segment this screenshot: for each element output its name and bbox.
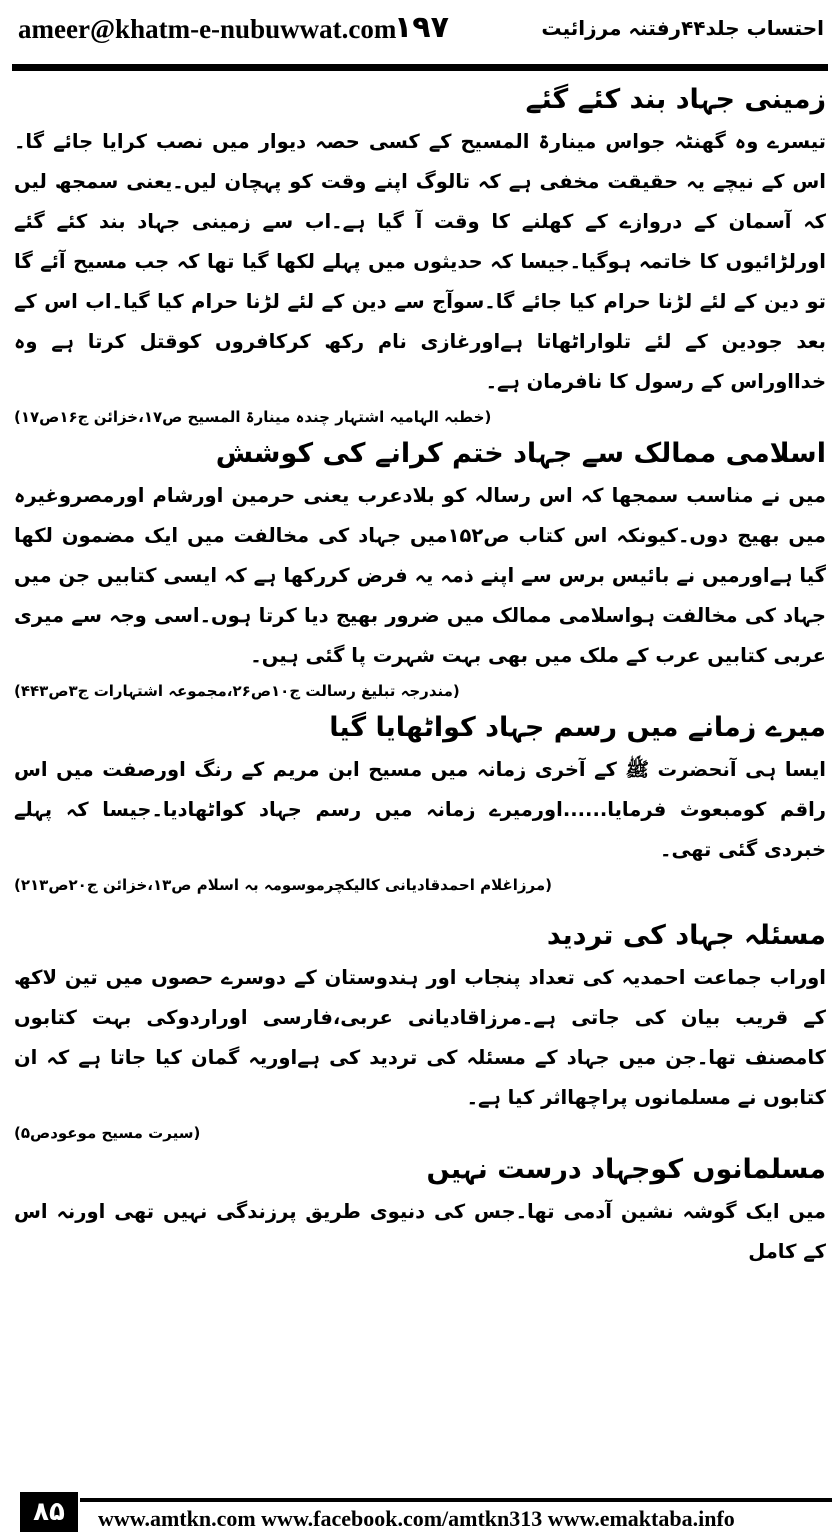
header-page-number: ۱۹۷: [394, 10, 449, 45]
section-heading: مسئلہ جہاد کی تردید: [546, 920, 826, 951]
header-email: ameer@khatm-e-nubuwwat.com: [18, 14, 397, 44]
page-body: [14, 78, 826, 1488]
citation: (خطبہ الہامیہ اشتہار چندہ مینارۃ المسیح ص۱۷،خزائن ج۱۶ص۱۷): [14, 408, 492, 426]
section-heading: مسلمانوں کوجہاد درست نہیں: [426, 1154, 826, 1185]
section-paragraph: میں ایک گوشہ نشین آدمی تھا۔جس کی دنیوی طریق پرزندگی نہیں تھی اورنہ اس کے کامل: [14, 1200, 826, 1263]
footer-urls: www.amtkn.com www.facebook.com/amtkn313 www.emaktaba.info: [98, 1506, 735, 1531]
header-rule: [12, 64, 828, 71]
page-footer: [0, 1492, 840, 1540]
footer-page-number: ۸۵: [20, 1492, 78, 1532]
citation: (مندرجہ تبلیغ رسالت ج۱۰ص۲۶،مجموعہ اشتہارات ج۳ص۴۴۳): [14, 682, 460, 700]
section-paragraph: تیسرے وہ گھنٹہ جواس مینارۃ المسیح کے کسی حصہ دیوار میں نصب کرایا جائے گا۔اس کے نیچے یہ حقیقت مخفی ہے کہ تالوگ اپنے وقت کو پہچان لیں۔یعنی سمجھ لیں کہ آسمان کے دروازے کے کھلنے کا وقت آ گیا ہے۔اب سے زمینی جہاد بند کئے گئے اورلڑائیوں کا خاتمہ ہوگیا۔جیسا کہ حدیثوں میں پہلے لکھا گیا تھا کہ جب مسیح آئے گا تو دین کے لئے لڑنا حرام کیا جائے گا۔سوآج سے دین کے لئے لڑنا حرام کیا گیا۔اب اس کے بعد جودین کے لئے تلواراٹھاتا ہےاورغازی نام رکھ کرکافروں کوقتل کرتا ہے وہ خدااوراس کے رسول کا نافرمان ہے۔: [14, 130, 826, 393]
footer-rule: [80, 1498, 832, 1502]
citation: (سیرت مسیح موعودص۵): [14, 1124, 201, 1142]
section-paragraph: ایسا ہی آنحضرت ﷺ کے آخری زمانہ میں مسیح ابن مریم کے رنگ اورصفت میں اس راقم کومبعوث فرمایا......اورمیرے زمانہ میں رسم جہاد کواٹھادیا۔جیسا کہ پہلے خبردی گئی تھی۔: [14, 758, 826, 861]
section-paragraph: اوراب جماعت احمدیہ کی تعداد پنجاب اور ہندوستان کے دوسرے حصوں میں تین لاکھ کے قریب بیان کی جاتی ہے۔مرزاقادیانی عربی،فارسی اوراردوکی بہت کتابوں کامصنف تھا۔جن میں جہاد کے مسئلہ کی تردید کی ہےاوریہ گمان کیا جاتا ہے کہ ان کتابوں نے مسلمانوں پراچھااثر کیا ہے۔: [14, 966, 826, 1109]
page-header: [0, 0, 840, 60]
section-paragraph: میں نے مناسب سمجھا کہ اس رسالہ کو بلادعرب یعنی حرمین اورشام اورمصروغیرہ میں بھیج دوں۔کیونکہ اس کتاب ص۱۵۲میں جہاد کی مخالفت میں ایک مضمون لکھا گیا ہےاورمیں نے بائیس برس سے اپنے ذمہ یہ فرض کررکھا ہے کہ ایسی کتابیں جن میں جہاد کی مخالفت ہواسلامی ممالک میں ضرور بھیج دیا کرتا ہوں۔اسی وجہ سے میری عربی کتابیں عرب کے ملک میں بھی بہت شہرت پا گئی ہیں۔: [14, 484, 826, 667]
section-heading: زمینی جہاد بند کئے گئے: [525, 84, 826, 115]
section-heading: اسلامی ممالک سے جہاد ختم کرانے کی کوشش: [215, 438, 826, 469]
running-title: احتساب جلد۴۴رفتنہ مرزائیت: [541, 16, 824, 40]
section-heading: میرے زمانے میں رسم جہاد کواٹھایا گیا: [329, 712, 826, 743]
citation: (مرزاغلام احمدقادیانی کالیکچرموسومہ بہ اسلام ص۱۳،خزائن ج۲۰ص۲۱۳): [14, 876, 552, 894]
